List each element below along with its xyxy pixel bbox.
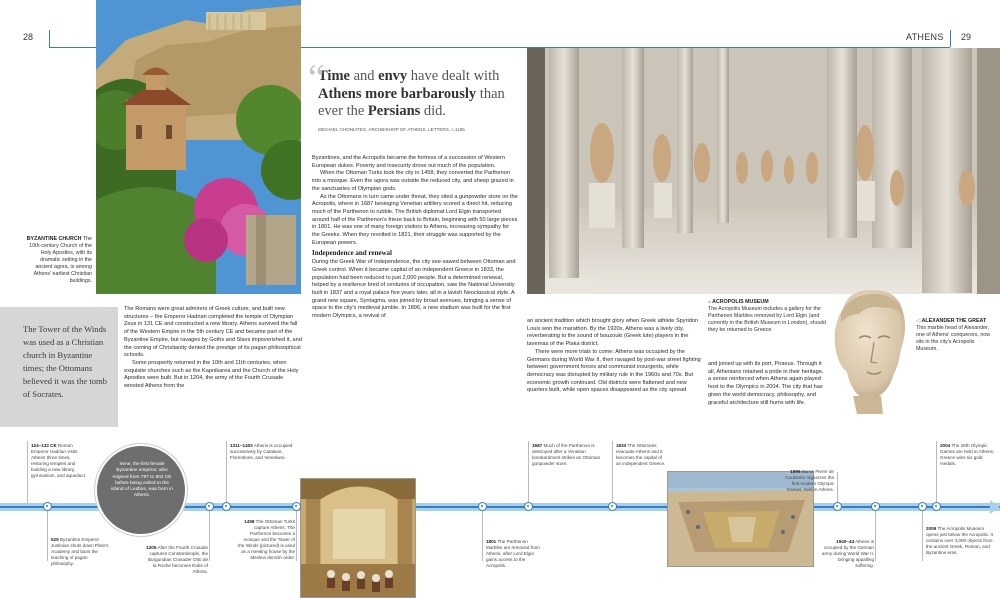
- section-title: ATHENS: [906, 32, 944, 42]
- left-page-number: 28: [23, 32, 34, 42]
- quote-part-1: and: [349, 68, 379, 84]
- timeline-event: [616, 443, 668, 467]
- tick-124: [27, 441, 28, 503]
- tick-1896: [837, 472, 838, 503]
- quote-part-2: envy: [378, 68, 408, 84]
- event-date: 1687: [532, 443, 543, 448]
- event-date: 2009: [926, 526, 937, 531]
- quote-part-3: have dealt with: [407, 68, 500, 84]
- triangle-up-icon: ▵: [708, 299, 711, 305]
- tick-2004: [936, 441, 937, 503]
- col3-para-1: an ancient tradition which brought glory when Greek athlete Spyridon Louis won the marathon. By the 1920s, Athens was a lively city, reverberating to the sound of bouzouki (Greek lute) players in the tavernas of the Plaka district.: [527, 318, 699, 348]
- acropolis-museum-photo: [527, 48, 1000, 294]
- alexander-caption: [916, 318, 996, 353]
- church-caption: [22, 236, 92, 285]
- left-header-rule: [49, 47, 96, 48]
- timeline-dot: [871, 502, 880, 511]
- alexander-caption-text: This marble head of Alexander, one of Athens' conquerors, now sits in the city's Acropolis Museum.: [916, 325, 991, 352]
- event-date: 1940–44: [836, 539, 855, 544]
- tick-529: [47, 511, 48, 561]
- quote-source: MICHAEL CHONIATES, ARCHBISHOP OF ATHENS, LETTERS, c.1185: [318, 126, 465, 132]
- col2-para-4: During the Greek War of Independence, the city see-sawed between Ottoman and Greek control. When it became capital of an independent Greece in 1833, the population had been reduced to just 2,000 people. But a determined renewal, helped by a resilience bred of centuries of occupation, saw the National University built in 1837 and a royal palace five years later, all in a lavish Neoclassical style. A grand new square, Syntagma, was joined by broad avenues, bringing a sense of space to the city's medieval jumble. In 1896, a new stadium was built for the first modern Olympics, a revival of: [312, 259, 516, 320]
- timeline-dot: [292, 502, 301, 511]
- alexander-caption-title: ALEXANDER THE GREAT: [921, 318, 987, 324]
- timeline-event: [230, 443, 298, 461]
- left-header-tick: [49, 30, 50, 47]
- head-drawing: [823, 284, 913, 414]
- tick-1311: [226, 441, 227, 503]
- timeline-dot: [524, 502, 533, 511]
- alexander-caption-title-row: [916, 318, 996, 325]
- event-text: After the Fourth Crusade captures Constantinople, the Burgundian Crusader Otto de la Roche becomes Duke of Athens.: [147, 545, 208, 574]
- event-text: The Acropolis Museum opens just below the Acropolis. It contains over 4,000 objects from the ancient Greek, Roman, and Byzantine eras.: [926, 526, 993, 555]
- tick-1205: [209, 511, 210, 561]
- event-date: 2004: [940, 443, 951, 448]
- irene-circle: [95, 444, 187, 536]
- timeline-event: [818, 539, 874, 569]
- timeline-dot: [833, 502, 842, 511]
- col3-para-2: There were more trials to come: Athens was occupied by the Germans during World War II, then ravaged by post-war street fighting between government forces and communist insurgents, while democracy was disrupted by military rule in the 1960s and 70s. But economic growth continued. Old districts were flattened and new quarters built, while open spaces disappeared as the city spread: [527, 348, 701, 394]
- timeline-event: [486, 539, 544, 569]
- event-text: Athens is occupied successively by Catalans, Florentines, and Venetians.: [230, 443, 293, 460]
- text-column-2: [312, 155, 518, 321]
- event-date: 124–132 CE: [31, 443, 57, 448]
- tick-1833: [612, 441, 613, 503]
- text-column-1: [124, 306, 302, 391]
- museum-caption-text: The Acropolis Museum includes a gallery for the Parthenon Marbles removed by Lord Elgin (and currently in the British Museum in London), should they be returned to Greece.: [708, 306, 826, 333]
- event-date: 1801: [486, 539, 497, 544]
- timeline-event: [532, 443, 604, 467]
- timeline-event: [236, 519, 295, 561]
- photo-drawing: [96, 0, 301, 294]
- museum-drawing: [527, 48, 1000, 294]
- text-column-4: [708, 361, 826, 407]
- timeline-dot: [932, 502, 941, 511]
- quote: [308, 57, 512, 132]
- timeline-dot: [918, 502, 927, 511]
- right-page-number: 29: [961, 32, 972, 42]
- triangle-left-icon: ◁: [916, 318, 921, 324]
- event-date: 1896: [790, 469, 801, 474]
- event-text: The Ottoman Turks capture Athens. The Parthenon becomes a mosque and the Tower of the Winds (pictured) is used as a meeting house by the Mevlevi dervish order.: [238, 519, 295, 560]
- independence-heading: Independence and renewal: [312, 249, 392, 258]
- tick-1940: [875, 511, 876, 561]
- quote-part-4: Athens more barbarously: [318, 85, 477, 102]
- timeline-dot: [478, 502, 487, 511]
- tick-2009: [922, 511, 923, 561]
- col1-para-2: Some prosperity returned in the 10th and 11th centuries, when exquisite churches such as the Kapnikarea and the Church of the Holy Apostles were built. But in 1204, the army of the Fourth Crusade wrested Athens from the: [124, 359, 299, 390]
- museum-caption-title: ACROPOLIS MUSEUM: [712, 299, 769, 305]
- event-date: 1458: [244, 519, 255, 524]
- timeline-dot: [608, 502, 617, 511]
- timeline-event: [51, 537, 111, 567]
- text-column-3: [527, 318, 703, 395]
- col2-para-1: Byzantines, and the Acropolis became the fortress of a succession of Western European dukes. Poverty and insecurity drove out much of the population.: [312, 155, 505, 169]
- event-date: 1833: [616, 443, 627, 448]
- church-and-acropolis-photo: [96, 0, 301, 294]
- tick-1458: [296, 511, 297, 561]
- right-header-tick: [950, 30, 951, 47]
- museum-caption: [708, 299, 828, 334]
- col1-para-1: The Romans were great admirers of Greek culture, and built new structures – the Emperor Hadrian completed the temple of Olympian Zeus in 131 CE and constructed a new library. Athens survived the fall of the Western Empire in the 5th century CE and became part of the Byzantine Empire, but ravages by Goths and Slavs impoverished it, and the coming of Christianity dented the prestige of its pagan philosophical schools.: [124, 306, 302, 359]
- event-text: Much of the Parthenon is destroyed after a Venetian bombardment strikes an Ottoman gunpowder store.: [532, 443, 601, 466]
- timeline-event: [940, 443, 996, 467]
- painting-drawing: [301, 479, 416, 598]
- quote-part-5: than ever the: [318, 85, 505, 119]
- pull-quote-panel: [0, 307, 118, 427]
- timeline-dot: [43, 502, 52, 511]
- tick-1687: [528, 441, 529, 503]
- event-date: 1205: [146, 545, 157, 550]
- timeline-event: [780, 469, 834, 493]
- timeline-event: [31, 443, 87, 479]
- quote-mark: “: [308, 57, 325, 99]
- timeline-event: [146, 545, 208, 575]
- quote-part-7: did.: [420, 103, 447, 119]
- col2-para-3: As the Ottomans in turn came under threat, they sited a gunpowder store on the Acropolis, where in 1687 besieging Venetian artillery scored a direct hit, reducing much of the Parthenon to rubble. The British diplomat Lord Elgin transported around half of the Parthenon's frieze back to Britain, beginning with 50 large pieces in 1801. He was one of many foreign visitors to Athens, increasing sympathy for the Greeks. When they revolted in 1821, their struggle was supported by the European powers.: [312, 193, 518, 246]
- event-text: The 28th Olympic Games are held in Athens; Greece wins six gold medals.: [940, 443, 995, 466]
- irene-circle-text: Irene, the first female Byzantine emperor, who reigned from 797 to 802 CE before being exiled to the island of Lesbos, was born in Athens.: [111, 462, 173, 499]
- event-date: 529: [51, 537, 59, 542]
- alexander-head-photo: [823, 284, 913, 414]
- event-text: Byzantine Emperor Justinian shuts down Plato's Academy and bans the teaching of pagan philosophy.: [51, 537, 109, 566]
- church-caption-title: BYZANTINE CHURCH: [26, 236, 82, 242]
- col2-para-2: When the Ottoman Turks took the city in 1458, they converted the Parthenon into a mosque. Even the agora was outside the reduced city, and sheep grazed in the sanctuaries of Olympian gods.: [312, 170, 514, 192]
- museum-caption-title-row: [708, 299, 828, 306]
- event-text: Roman Emperor Hadrian visits Athens three times, restoring temples and building a new library, gymnasium, and aqueduct.: [31, 443, 87, 478]
- quote-part-6: Persians: [367, 103, 421, 119]
- quote-part-0: Time: [318, 68, 350, 84]
- event-text: The Ottomans evacuate Athens and it becomes the capital of an independent Greece.: [616, 443, 666, 466]
- timeline-event: [926, 526, 996, 556]
- quote-text: [312, 68, 512, 121]
- timeline-dot: [222, 502, 231, 511]
- event-text: Baron Pierre de Coubertin organizes the first modern Olympic Games, held in Athens.: [785, 469, 834, 492]
- timeline-arrow-icon: [990, 500, 1000, 514]
- event-date: 1311–1403: [230, 443, 253, 448]
- tick-1801: [482, 511, 483, 561]
- church-caption-text: The 10th-century Church of the Holy Apostles, with its dramatic setting in the ancient agora, is among Athens' earliest Christian buildings.: [29, 236, 92, 284]
- timeline-dot: [205, 502, 214, 511]
- event-text: Athens is occupied by the German army during World War II, bringing appalling suffering.: [821, 539, 874, 568]
- event-text: The Parthenon Marbles are removed from Athens, after Lord Elgin gains access to the Acropolis.: [486, 539, 540, 568]
- mosque-interior-painting: [300, 478, 416, 598]
- pull-quote-text: The Tower of the Winds was used as a Christian church in Byzantine times; the Ottomans believed it was the tomb of Socrates.: [23, 324, 108, 399]
- col4-para-1: and joined up with its port, Piraeus. Through it all, Athenians retained a pride in their heritage, a sense reinforced when Athens again played host to the Olympics in 2004. The city that has given the world democracy, philosophy, and graceful architecture still hums with life.: [708, 361, 824, 406]
